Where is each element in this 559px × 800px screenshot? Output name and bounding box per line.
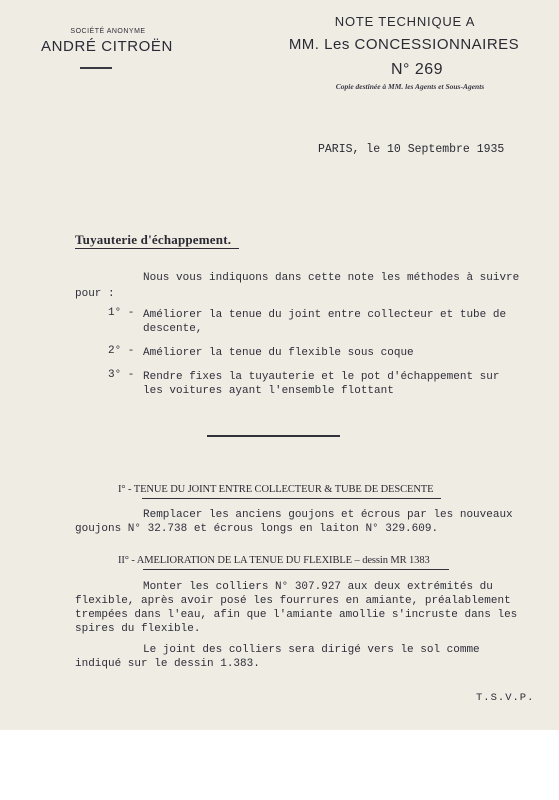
date-line: PARIS, le 10 Septembre 1935 — [318, 143, 505, 156]
company-underline — [80, 67, 112, 69]
section-2-line-4: spires du flexible. — [75, 623, 201, 635]
section-2-heading — [118, 555, 430, 566]
item-1-line-2: descente, — [143, 323, 203, 335]
turn-over-note: T.S.V.P. — [476, 692, 535, 704]
note-title: NOTE TECHNIQUE A — [334, 14, 476, 29]
item-3-line-2: les voitures ayant l'ensemble flottant — [143, 385, 394, 397]
section-2-line-5: Le joint des colliers sera dirigé vers le sol comme — [143, 644, 480, 656]
intro-line-1: Nous vous indiquons dans cette note les méthodes à suivre — [143, 272, 520, 284]
section-2-underline — [143, 569, 449, 570]
intro-line-2: pour : — [75, 288, 115, 300]
page-margin — [0, 730, 559, 800]
item-3-number: 3° - — [108, 369, 135, 381]
section-2-line-6: indiqué sur le dessin 1.383. — [75, 658, 260, 670]
section-2-line-2: flexible, après avoir posé les fourrures en amiante, préalablement — [75, 595, 511, 607]
section-1-line-1: Remplacer les anciens goujons et écrous par les nouveaux — [143, 509, 513, 521]
section-2-title: AMELIORATION DE LA TENUE DU FLEXIBLE – dessin MR 1383 — [136, 555, 430, 566]
section-1-number: I° - — [118, 484, 134, 495]
item-1-line-1: Améliorer la tenue du joint entre collecteur et tube de — [143, 309, 507, 321]
company-type: SOCIÉTÉ ANONYME — [70, 28, 146, 35]
item-2-line-1: Améliorer la tenue du flexible sous coque — [143, 347, 414, 359]
section-1-line-2: goujons N° 32.738 et écrous longs en laiton N° 329.609. — [75, 523, 439, 535]
section-1-heading — [118, 484, 433, 495]
section-divider — [207, 435, 340, 437]
subject-underline — [75, 248, 239, 249]
section-2-line-1: Monter les colliers N° 307.927 aux deux extrémités du — [143, 581, 493, 593]
copy-note: Copie destinée à MM. les Agents et Sous-Agents — [335, 82, 485, 91]
item-2-number: 2° - — [108, 345, 135, 357]
note-recipients: MM. Les CONCESSIONNAIRES — [288, 36, 520, 53]
note-number: N° 269 — [390, 61, 444, 78]
item-1-number: 1° - — [108, 307, 135, 319]
item-3-line-1: Rendre fixes la tuyauterie et le pot d'échappement sur — [143, 371, 500, 383]
section-1-title: TENUE DU JOINT ENTRE COLLECTEUR & TUBE DE DESCENTE — [133, 484, 434, 495]
subject-heading: Tuyauterie d'échappement. — [75, 232, 232, 247]
company-name: ANDRÉ CITROËN — [41, 38, 173, 55]
section-1-underline — [142, 498, 441, 499]
section-2-number: II° - — [118, 555, 137, 566]
section-2-line-3: trempées dans l'eau, afin que l'amiante amollie s'incruste dans les — [75, 609, 518, 621]
